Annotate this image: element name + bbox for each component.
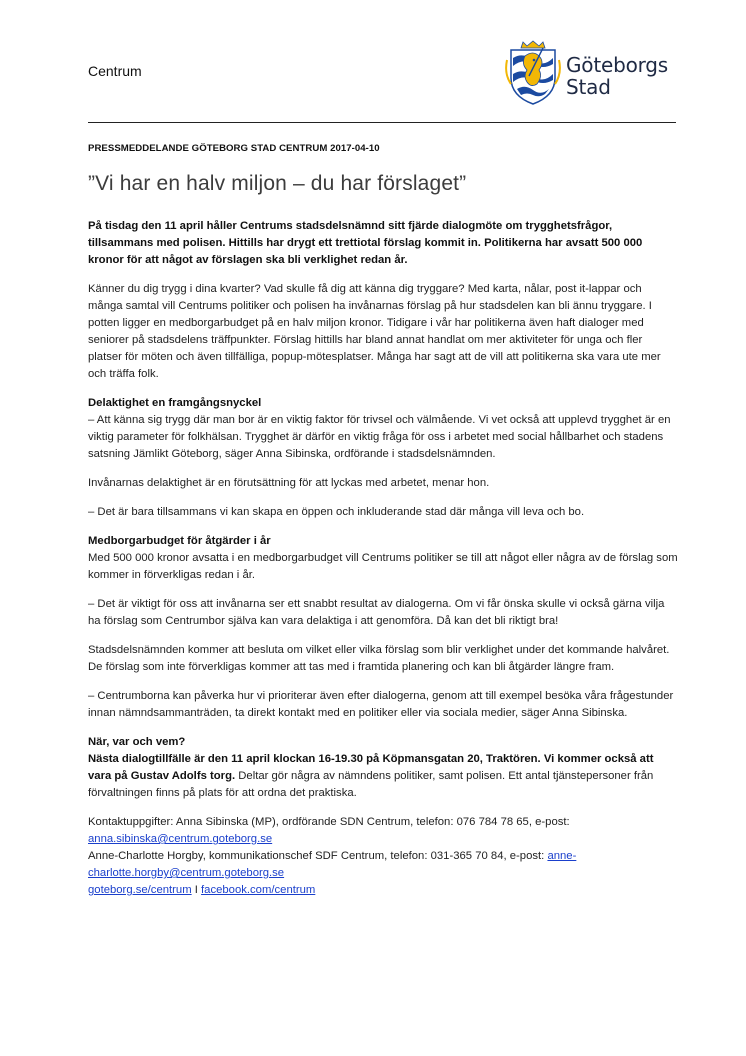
headline: ”Vi har en halv miljon – du har förslaget” <box>88 172 467 195</box>
logo-wordmark <box>566 54 668 98</box>
goteborg-lion-shield-icon <box>505 40 561 106</box>
logo-line-2: Stad <box>566 75 611 99</box>
contact-block <box>88 814 678 899</box>
intro-paragraph: Känner du dig trygg i dina kvarter? Vad skulle få dig att känna dig tryggare? Med karta, nålar, post it-lappar och många samtal vill Centrums politiker och polisen ha invånarnas förslag på hur stadsdelen kan bli ännu tryggare. I potten ligger en medborgarbudget på en halv miljon kronor. Tidigare i vår har politikerna även haft dialoger med seniorer på stadsdelens träffpunkter. Förslag hittills har bland annat handlat om mer aktiviteter för unga och fler platser för möten och även tillfälliga, popup-mötesplatser. Många har sagt att de vill att politikerna ska vara ute mer och träffa folk. <box>88 283 661 380</box>
paragraph: – Det är viktigt för oss att invånarna ser ett snabbt resultat av dialogerna. Om vi får önska skulle vi också gärna vilja ha förslag som Centrumbor själva kan vara delaktiga i att genomföra. Då kan det bli riktigt bra! <box>88 598 665 627</box>
email-link-horgby-part2[interactable]: charlotte.horgby@centrum.goteborg.se <box>88 867 285 879</box>
event-details: Nästa dialogtillfälle är den 11 april klockan 16-19.30 på Köpmansgatan 20, Traktören. Vi kommer också att vara på Gustav Adolfs torg. <box>88 753 654 782</box>
facebook-link[interactable]: facebook.com/centrum <box>201 884 316 896</box>
paragraph: – Att känna sig trygg där man bor är en viktig faktor för trivsel och välmående. Vi vet också att upplevd trygghet är en viktig parameter för folkhälsan. Trygghet är därför en viktig fråga för oss i arbetet med social hållbarhet och stadens satsning Jämlikt Göteborg, säger Anna Sibinska, ordförande i stadsdelsnämnden. <box>88 414 671 460</box>
website-link[interactable]: goteborg.se/centrum <box>88 884 192 896</box>
section-heading: Delaktighet en framgångsnyckel <box>88 397 262 409</box>
logo-line-1: Göteborgs <box>566 53 668 77</box>
department-label: Centrum <box>88 63 142 79</box>
contact-line-1: Kontaktuppgifter: Anna Sibinska (MP), ordförande SDN Centrum, telefon: 076 784 78 65, e-post: <box>88 816 570 828</box>
link-separator: I <box>191 884 202 896</box>
section-heading: När, var och vem? <box>88 736 186 748</box>
lead-paragraph: På tisdag den 11 april håller Centrums stadsdelsnämnd sitt fjärde dialogmöte om trygghetsfrågor, tillsammans med polisen. Hittills har drygt ett trettiotal förslag kommit in. Politikerna har avsatt 500 000 kronor för att något av förslagen ska bli verklighet redan år. <box>88 220 643 266</box>
section-heading: Medborgarbudget för åtgärder i år <box>88 535 271 547</box>
paragraph: Deltar gör några av nämndens politiker, samt polisen. Ett antal tjänstepersoner från förvaltningen finns på plats för att ordna det praktiska. <box>88 770 654 799</box>
article-body <box>88 218 678 911</box>
press-release-label: PRESSMEDDELANDE GÖTEBORG STAD CENTRUM 2017-04-10 <box>88 143 380 154</box>
goteborgs-stad-logo <box>505 40 680 106</box>
paragraph: – Det är bara tillsammans vi kan skapa en öppen och inkluderande stad där många vill leva och bo. <box>88 506 585 518</box>
header-divider <box>88 122 676 123</box>
paragraph: Med 500 000 kronor avsatta i en medborgarbudget vill Centrums politiker se till att något eller några av de förslag som kommer in förverkligas redan i år. <box>88 552 678 581</box>
section-participation <box>88 395 678 463</box>
section-citizen-budget <box>88 533 678 584</box>
paragraph: – Centrumborna kan påverka hur vi prioriterar även efter dialogerna, genom att till exempel besöka våra frågestunder innan nämndsammanträden, ta direkt kontakt med en politiker eller via sociala medier, säger Anna Sibinska. <box>88 690 674 719</box>
contact-line-2: Anne-Charlotte Horgby, kommunikationschef SDF Centrum, telefon: 031-365 70 84, e-post: <box>88 850 548 862</box>
section-when-where <box>88 734 678 802</box>
email-link-anna[interactable]: anna.sibinska@centrum.goteborg.se <box>88 833 273 845</box>
paragraph: Stadsdelsnämnden kommer att besluta om vilket eller vilka förslag som blir verklighet under det kommande halvåret. De förslag som inte förverkligas kommer att tas med i framtida planering och kan bli åtgärder längre fram. <box>88 644 670 673</box>
email-link-horgby-part1[interactable]: anne- <box>547 850 577 862</box>
paragraph: Invånarnas delaktighet är en förutsättning för att lyckas med arbetet, menar hon. <box>88 477 490 489</box>
